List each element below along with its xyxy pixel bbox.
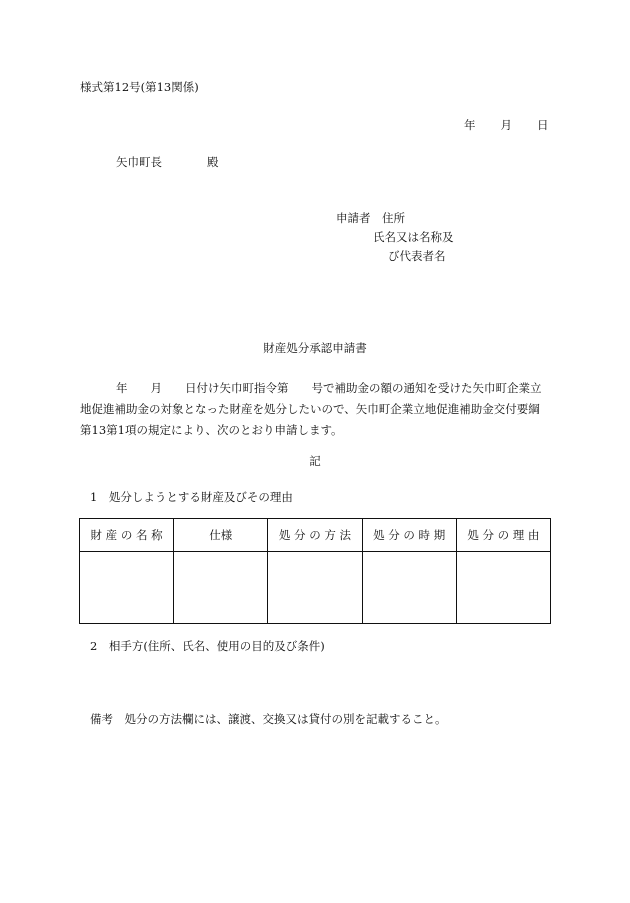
body-line-1: 年 月 日付け矢巾町指令第 号で補助金の額の通知を受けた矢巾町企業立 <box>116 381 542 395</box>
body-line-3: 第13第1項の規定により、次のとおり申請します。 <box>80 423 343 437</box>
applicant-name-label-line2: び代表者名 <box>388 249 446 263</box>
body-paragraph <box>80 378 550 441</box>
date-day-label: 日 <box>537 118 549 132</box>
form-number: 様式第12号(第13関係) <box>80 80 199 94</box>
header-specification: 仕様 <box>174 519 268 552</box>
date-line <box>464 120 549 132</box>
document-title: 財産処分承認申請書 <box>263 341 367 355</box>
table-row <box>80 552 551 624</box>
date-year-label: 年 <box>464 118 476 132</box>
remarks-note: 備考 処分の方法欄には、譲渡、交換又は貸付の別を記載すること。 <box>90 712 447 726</box>
property-table <box>79 518 551 624</box>
body-line-2: 地促進補助金の対象となった財産を処分したいので、矢巾町企業立地促進補助金交付要綱 <box>80 402 540 416</box>
addressee-honorific: 殿 <box>207 155 219 169</box>
header-property-name: 財 産 の 名 称 <box>80 519 174 552</box>
section-2-heading: 2 相手方(住所、氏名、使用の目的及び条件) <box>90 639 325 653</box>
ki-heading: 記 <box>309 454 321 468</box>
section-1-heading: 1 処分しようとする財産及びその理由 <box>90 490 293 504</box>
table-cell-disposal-timing[interactable] <box>362 552 456 624</box>
applicant-name-label-line1: 氏名又は名称及 <box>373 230 454 244</box>
applicant-address-label: 住所 <box>382 211 405 225</box>
table-header-row <box>80 519 551 552</box>
header-disposal-method: 処 分 の 方 法 <box>268 519 362 552</box>
table-cell-disposal-method[interactable] <box>268 552 362 624</box>
table-cell-property-name[interactable] <box>80 552 174 624</box>
addressee-name: 矢巾町長 <box>116 155 162 169</box>
header-disposal-timing: 処 分 の 時 期 <box>362 519 456 552</box>
header-disposal-reason: 処 分 の 理 由 <box>456 519 550 552</box>
table-cell-disposal-reason[interactable] <box>456 552 550 624</box>
date-month-label: 月 <box>500 118 512 132</box>
applicant-label: 申請者 <box>336 211 371 225</box>
table-cell-specification[interactable] <box>174 552 268 624</box>
